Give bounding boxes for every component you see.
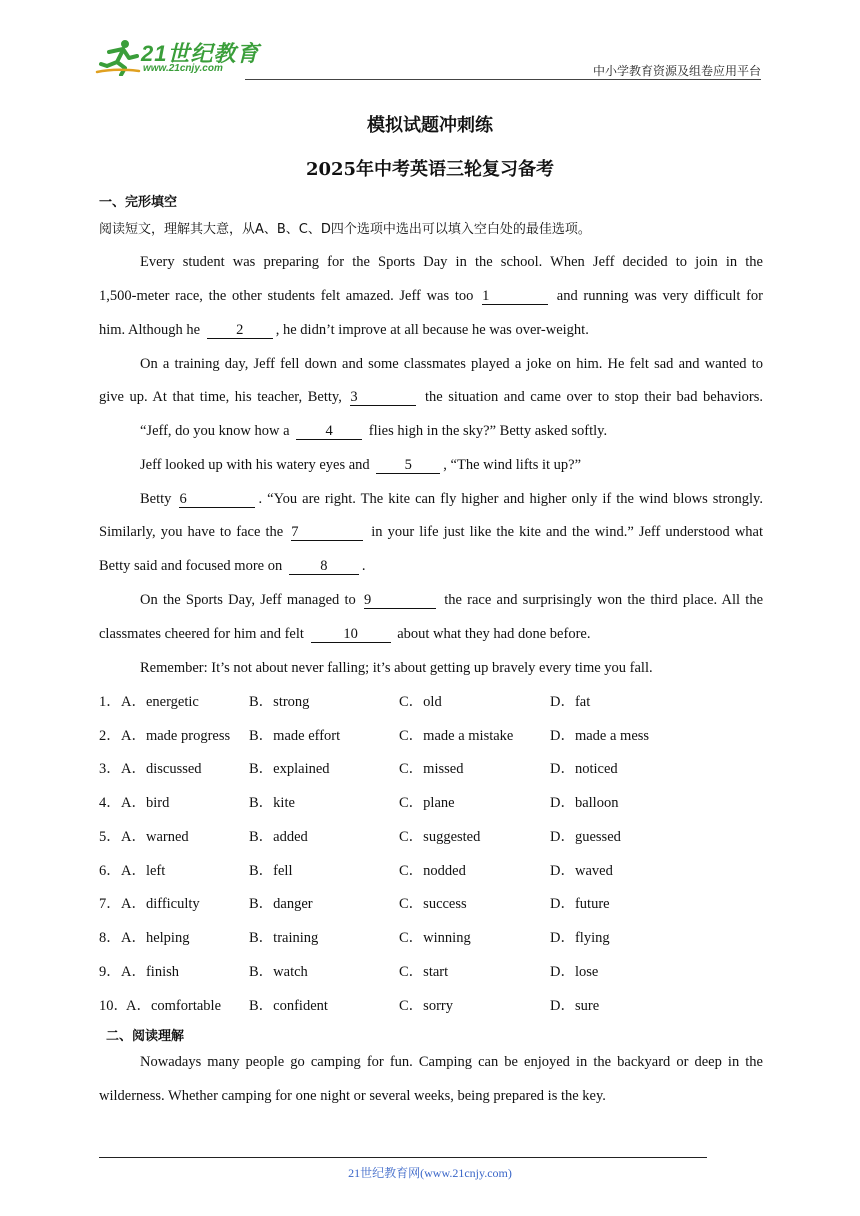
option-d[interactable]: D．balloon: [550, 795, 619, 811]
question-number: 3．: [99, 761, 121, 777]
option-d[interactable]: D．fat: [550, 694, 591, 710]
question-options: [99, 693, 763, 711]
option-d[interactable]: D．guessed: [550, 829, 621, 845]
option-c[interactable]: C．nodded: [399, 863, 466, 879]
passage-line: Betty 6 . “You are right. The kite can fly higher and higher only if the wind blows strongly.: [140, 491, 763, 507]
option-a[interactable]: A．comfortable: [126, 998, 222, 1014]
option-d[interactable]: D．future: [550, 896, 610, 912]
option-d[interactable]: D．flying: [550, 930, 610, 946]
option-b[interactable]: B．danger: [249, 896, 313, 912]
page-header: [95, 36, 761, 80]
page-title: 模拟试题冲刺练: [367, 115, 493, 136]
cloze-blank[interactable]: 10: [311, 626, 391, 643]
passage-line: Jeff looked up with his watery eyes and 5 , “The wind lifts it up?”: [140, 457, 582, 473]
passage-line: Similarly, you have to face the 7 in your life just like the kite and the wind.” Jeff understood what: [99, 524, 764, 540]
option-c[interactable]: C．made a mistake: [399, 728, 514, 744]
cloze-blank[interactable]: 6: [179, 491, 255, 508]
option-a[interactable]: A．discussed: [121, 761, 202, 777]
passage-line: give up. At that time, his teacher, Betty, 3 the situation and came over to stop their bad behaviors.: [99, 389, 764, 405]
option-b[interactable]: B．made effort: [249, 728, 341, 744]
option-a[interactable]: A．difficulty: [121, 896, 200, 912]
option-c[interactable]: C．winning: [399, 930, 471, 946]
option-c[interactable]: C．missed: [399, 761, 464, 777]
cloze-blank[interactable]: 1: [482, 288, 548, 305]
logo-url: www.21cnjy.com: [143, 63, 223, 74]
option-b[interactable]: B．watch: [249, 964, 308, 980]
option-b[interactable]: B．fell: [249, 863, 293, 879]
footer-link[interactable]: 21世纪教育网(www.21cnjy.com): [348, 1166, 512, 1180]
question-options: [99, 862, 763, 880]
option-a[interactable]: A．bird: [121, 795, 170, 811]
platform-name: 中小学教育资源及组卷应用平台: [592, 64, 761, 78]
section-heading-reading: 二、阅读理解: [106, 1029, 185, 1044]
cloze-blank[interactable]: 2: [207, 322, 273, 339]
cloze-blank[interactable]: 4: [296, 423, 362, 440]
question-number: 9．: [99, 964, 121, 980]
footer-divider: [99, 1157, 707, 1158]
question-number: 2．: [99, 728, 121, 744]
runner-logo-icon: [95, 38, 141, 76]
question-number: 6．: [99, 863, 121, 879]
question-options: [99, 727, 763, 745]
passage-line: “Jeff, do you know how a 4 flies high in the sky?” Betty asked softly.: [140, 423, 608, 439]
cloze-blank[interactable]: 7: [291, 524, 363, 541]
passage-line: wilderness. Whether camping for one night or several weeks, being prepared is the key.: [99, 1088, 606, 1104]
option-a[interactable]: A．helping: [121, 930, 190, 946]
option-d[interactable]: D．lose: [550, 964, 599, 980]
section-instruction: 阅读短文，理解其大意，从A、B、C、D四个选项中选出可以填入空白处的最佳选项。: [99, 222, 591, 237]
question-number: 7．: [99, 896, 121, 912]
passage-line: Every student was preparing for the Sports Day in the school. When Jeff decided to join in the: [140, 254, 763, 270]
option-a[interactable]: A．finish: [121, 964, 179, 980]
option-b[interactable]: B．training: [249, 930, 319, 946]
logo-title: 21世纪教育: [141, 41, 260, 66]
option-c[interactable]: C．success: [399, 896, 467, 912]
question-number: 4．: [99, 795, 121, 811]
option-a[interactable]: A．made progress: [121, 728, 231, 744]
option-d[interactable]: D．waved: [550, 863, 613, 879]
option-d[interactable]: D．noticed: [550, 761, 618, 777]
question-options: [99, 997, 763, 1015]
passage-line: Remember: It’s not about never falling; it’s about getting up bravely every time you fall.: [140, 660, 653, 676]
option-a[interactable]: A．left: [121, 863, 166, 879]
question-options: [99, 895, 763, 913]
option-a[interactable]: A．energetic: [121, 694, 199, 710]
header-divider: [245, 79, 761, 80]
question-options: [99, 794, 763, 812]
option-c[interactable]: C．start: [399, 964, 449, 980]
option-c[interactable]: C．suggested: [399, 829, 481, 845]
option-d[interactable]: D．sure: [550, 998, 600, 1014]
page-subtitle: 2025年中考英语三轮复习备考: [305, 159, 555, 180]
question-number: 10．: [99, 998, 128, 1014]
option-d[interactable]: D．made a mess: [550, 728, 650, 744]
option-b[interactable]: B．kite: [249, 795, 295, 811]
option-b[interactable]: B．confident: [249, 998, 328, 1014]
option-c[interactable]: C．plane: [399, 795, 455, 811]
section-heading-cloze: 一、完形填空: [99, 195, 178, 210]
option-c[interactable]: C．sorry: [399, 998, 453, 1014]
option-b[interactable]: B．explained: [249, 761, 330, 777]
question-number: 1．: [99, 694, 121, 710]
option-c[interactable]: C．old: [399, 694, 442, 710]
passage-line: classmates cheered for him and felt 10 about what they had done before.: [99, 626, 591, 642]
question-options: [99, 760, 763, 778]
cloze-blank[interactable]: 3: [350, 389, 416, 406]
site-logo[interactable]: [95, 36, 265, 78]
passage-line: On a training day, Jeff fell down and some classmates played a joke on him. He felt sad and wanted to: [140, 356, 763, 372]
option-b[interactable]: B．strong: [249, 694, 310, 710]
question-number: 8．: [99, 930, 121, 946]
question-number: 5．: [99, 829, 121, 845]
passage-line: 1,500-meter race, the other students felt amazed. Jeff was too 1 and running was very difficult for: [99, 288, 763, 304]
option-b[interactable]: B．added: [249, 829, 308, 845]
question-options: [99, 963, 763, 981]
passage-line: Betty said and focused more on 8 .: [99, 558, 366, 574]
question-options: [99, 828, 763, 846]
option-a[interactable]: A．warned: [121, 829, 189, 845]
cloze-blank[interactable]: 8: [289, 558, 359, 575]
passage-line: On the Sports Day, Jeff managed to 9 the race and surprisingly won the third place. All the: [140, 592, 764, 608]
passage-line: him. Although he 2 , he didn’t improve at all because he was over-weight.: [99, 322, 589, 338]
cloze-blank[interactable]: 9: [364, 592, 436, 609]
passage-line: Nowadays many people go camping for fun. Camping can be enjoyed in the backyard or deep in the: [140, 1054, 763, 1070]
question-options: [99, 929, 763, 947]
cloze-blank[interactable]: 5: [376, 457, 440, 474]
